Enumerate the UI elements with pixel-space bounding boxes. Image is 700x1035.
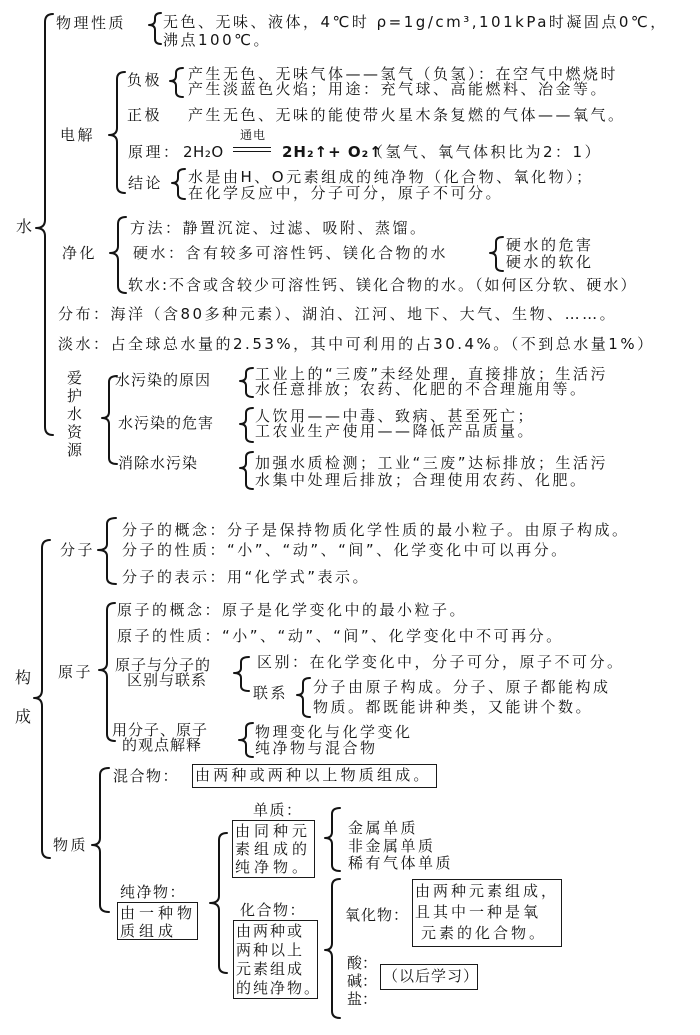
compound-definition-line: 两种以上 [236,941,305,959]
learn-later-box [380,964,478,990]
pollution-causes-line: 工业上的“三废”未经处理，直接排放；生活污 [255,365,609,383]
relation-link-text [313,677,611,717]
molecule-property: 分子的性质：“小”、“动”、“间”、化学变化中可以再分。 [122,541,569,559]
molecule-representation: 分子的表示：用“化学式”表示。 [122,568,371,586]
pollution-causes-label: 水污染的原因 [115,371,212,389]
explain-line: 纯净物与混合物 [255,739,378,757]
molecule-concept: 分子的概念：分子是保持物质化学性质的最小粒子。由原子构成。 [122,521,630,539]
brace-relation [234,657,249,691]
brace-pure-substance [210,833,227,973]
molecule-label: 分子 [60,541,96,559]
compound-definition-line: 的纯净物。 [236,979,322,997]
composition-label-char: 成 [15,707,34,726]
pollution-harm-line: 工农业生产使用——降低产品质量。 [255,422,536,440]
composition-label-char: 构 [15,668,34,687]
negative-pole-text [188,67,618,97]
pollution-removal-line: 水集中处理后排放；合理使用农药、化肥。 [255,471,588,489]
brace-physical-properties [149,13,161,44]
pollution-harm-line: 人饮用——中毒、致病、甚至死亡； [255,407,536,425]
compound-label: 化合物： [240,901,307,919]
equation-reactant: 2H₂O [183,143,224,161]
brace-pollution-causes [240,368,253,397]
brace-matter [92,768,109,912]
soft-water-text: 软水:不含或含较少可溶性钙、镁化合物的水。（如何区分软、硬水） [128,276,638,294]
pure-substance-definition-line: 由一种物 [120,904,197,922]
mixture-label: 混合物： [113,767,180,785]
mixture-definition-box [192,764,437,788]
explain-label-line: 的观点解释 [122,736,203,754]
compound-definition-line: 元素组成 [236,960,305,978]
element-type: 金属单质 [348,819,419,837]
physical-properties-line: 无色、无味、液体，4℃时 ρ=1g/cm³,101kPa时凝固点0℃， [163,13,668,31]
negative-pole-line: 产生淡蓝色火焰；用途：充气球、高能燃料、冶金等。 [188,80,609,98]
equation-condition: 通电 [240,128,267,142]
brace-negative-pole [170,68,183,97]
oxide-label: 氧化物： [345,906,410,924]
hard-water-subtopic: 硬水的软化 [506,253,594,271]
oxide-definition-box [412,879,562,947]
conclusion-label: 结论 [128,174,164,192]
brace-hard-water [490,237,503,271]
brace-molecule [98,518,116,584]
electrolysis-label: 电解 [60,126,96,144]
pollution-causes-line: 水任意排放；农药、化肥的不合理施用等。 [255,380,588,398]
compound-definition-box [233,920,322,999]
explain-text [255,724,413,756]
protection-label [67,369,82,459]
learn-later-note: （以后学习） [383,967,480,985]
positive-pole-label: 正极 [127,106,163,124]
brace-conclusion [172,169,185,199]
physical-properties-text [163,13,668,49]
element-definition-line: 由同种元 [235,822,312,840]
element-label: 单质： [253,801,303,819]
relation-link-label: 联系 [253,684,289,702]
equation-note: （氢气、氧气体积比为2：1） [368,143,603,161]
element-type: 非金属单质 [348,836,436,855]
hard-water-text: 硬水：含有较多可溶性钙、镁化合物的水 [133,244,449,262]
brace-pollution-removal [240,452,253,489]
negative-pole-line: 产生无色、无味气体——氢气（负氢）：在空气中燃烧时 [188,65,619,83]
protection-label-char: 源 [67,441,83,459]
element-types [348,820,453,873]
pollution-removal-line: 加强水质检测；工业“三废”达标排放；生活污 [255,454,609,472]
explain-line: 物理变化与化学变化 [255,723,413,741]
pure-substance-definition-line: 质组成 [120,922,178,940]
pure-substance-label: 纯净物： [120,883,187,901]
conclusion-line: 水是由H、O元素组成的纯净物（化合物、氧化物）； [188,168,594,186]
pure-substance-definition-box [117,902,198,940]
atom-property: 原子的性质：“小”、“动”、“间”、化学变化中不可再分。 [117,627,564,645]
relation-link-line: 物质。都既能讲种类，又能讲个数。 [313,698,594,716]
element-definition-line: 纯净物。 [235,858,312,876]
base-label: 碱： [347,972,378,990]
brace-electrolysis [109,72,125,193]
brace-water [36,14,53,435]
hard-water-subtopic: 硬水的危害 [506,236,594,254]
oxide-definition-line: 且其中一种是氧 [415,903,542,921]
principle-label: 原理： [128,143,181,161]
brace-purification [110,217,126,293]
protection-label-char: 水 [67,405,83,423]
acid-label: 酸： [347,954,378,972]
brace-protection [102,376,117,464]
pollution-harm-text [255,409,535,439]
equation-products: 2H₂↑+ O₂↑ [282,143,383,161]
atom-concept: 原子的概念：原子是化学变化中的最小粒子。 [117,601,468,619]
relation-label-line: 原子与分子的 [115,656,212,674]
fresh-water-text: 淡水：占全球总水量的2.53%，其中可利用的占30.4%。（不到总水量1%） [58,335,655,353]
physical-properties-line: 沸点100℃。 [163,31,271,49]
brace-compound-types [325,879,340,1018]
compound-definition-line: 由两种或 [236,922,305,940]
equation-double-line [233,147,271,152]
purification-method: 方法：静置沉淀、过滤、吸附、蒸馏。 [130,219,428,237]
negative-pole-label: 负极 [127,71,163,89]
hard-water-subtopics [506,237,594,271]
protection-label-char: 资 [67,423,83,441]
relation-label-line: 区别与联系 [127,671,208,689]
mixture-definition: 由两种或两种以上物质组成。 [195,766,432,784]
oxide-definition-line: 由两种元素组成， [415,882,560,900]
pollution-removal-label: 消除水污染 [118,454,199,472]
positive-pole-text: 产生无色、无味的能使带火星木条复燃的气体——氧气。 [188,106,626,124]
element-definition-line: 素组成的 [235,840,312,858]
conclusion-line: 在化学反应中，分子可分，原子不可分。 [188,184,504,202]
brace-explain [239,723,253,757]
element-definition-box [232,820,315,878]
atom-label: 原子 [58,663,94,681]
physical-properties-label: 物理性质 [56,14,127,32]
explain-label-line: 用分子、原子 [112,721,209,739]
relation-link-line: 分子由原子构成。分子、原子都能构成 [313,678,611,696]
pollution-harm-label: 水污染的危害 [118,414,215,432]
oxide-definition-line: 元素的化合物。 [421,924,548,942]
purification-label: 净化 [62,244,98,262]
protection-label-char: 护 [67,387,83,405]
salt-label: 盐： [347,990,378,1008]
relation-difference: 区别：在化学变化中，分子可分，原子不可分。 [257,653,625,671]
conclusion-text [188,169,594,201]
water-label: 水 [16,217,35,236]
acid-base-salt-labels [347,954,377,1008]
element-type: 稀有气体单质 [348,854,454,872]
distribution-text: 分布：海洋（含80多种元素）、湖泊、江河、地下、大气、生物、……。 [58,305,618,323]
pollution-causes-text [255,367,608,397]
brace-element-types [325,808,340,871]
brace-composition [34,540,50,858]
matter-label: 物质 [53,836,89,854]
brace-pollution-harm [240,408,253,442]
brace-link [297,678,310,717]
pollution-removal-text [255,455,608,489]
protection-label-char: 爱 [67,369,83,387]
